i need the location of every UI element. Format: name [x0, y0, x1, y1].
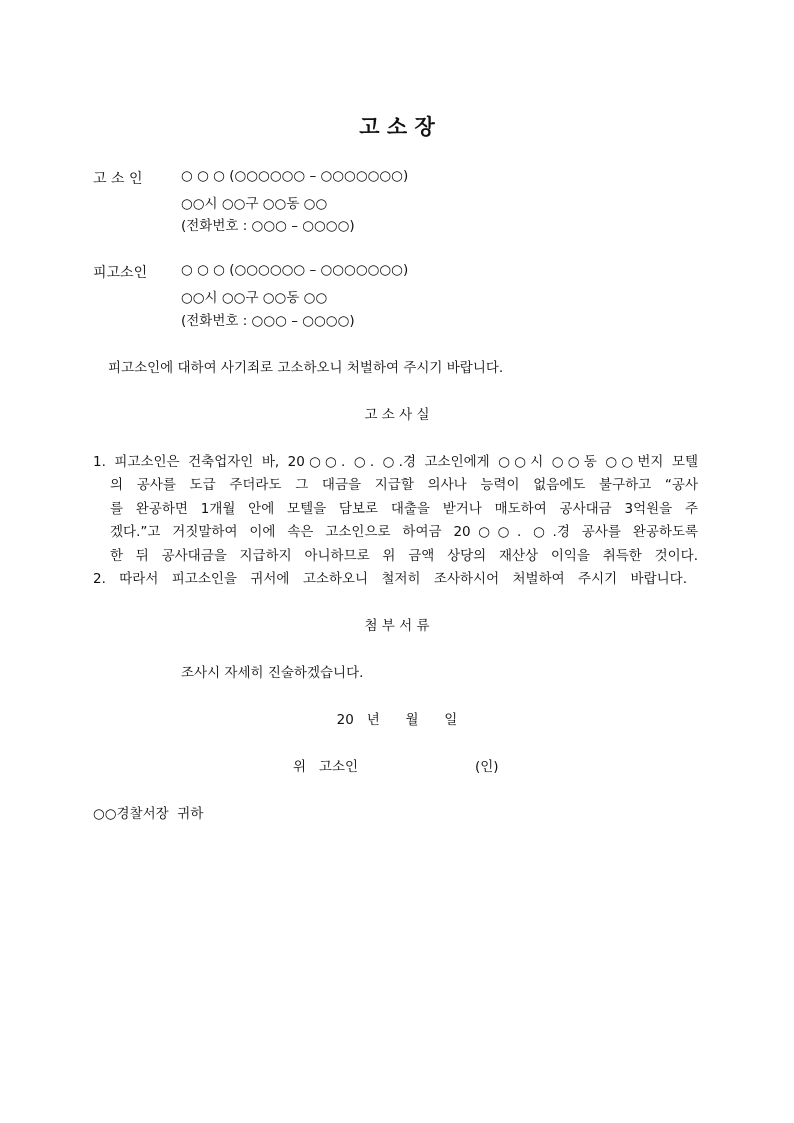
- accused-label: 피고소인: [93, 265, 148, 281]
- complaint-intro: 피고소인에 대하여 사기죄로 고소하오니 처벌하여 주시기 바랍니다.: [108, 360, 504, 376]
- signer-label: 위 고소인: [293, 759, 359, 775]
- fact-line-4: 겠다.”고 거짓말하여 이에 속은 고소인으로 하여금 20○○. ○.경 공사를 완공하도록: [110, 524, 698, 540]
- accused-address-line: ○○시 ○○구 ○○동 ○○: [181, 290, 328, 306]
- attachments-heading: 첨 부 서 류: [364, 618, 430, 634]
- fact-line-1: 1. 피고소인은 건축업자인 바, 20○○. ○. ○.경 고소인에게 ○○시 ○○동 ○○번지 모텔: [93, 454, 698, 470]
- date-line: 20 년 월 일: [336, 712, 458, 728]
- complainant-phone-line: (전화번호 : ○○○ – ○○○○): [181, 218, 355, 234]
- complainant-label: 고 소 인: [93, 171, 143, 187]
- complainant-name-line: ○ ○ ○ (○○○○○○ – ○○○○○○○): [181, 168, 409, 184]
- accused-name-line: ○ ○ ○ (○○○○○○ – ○○○○○○○): [181, 262, 409, 278]
- complainant-address-line: ○○시 ○○구 ○○동 ○○: [181, 196, 328, 212]
- facts-heading: 고 소 사 실: [364, 407, 430, 423]
- attachments-text: 조사시 자세히 진술하겠습니다.: [181, 665, 364, 681]
- document-title: 고 소 장: [359, 115, 435, 139]
- fact-line-3: 를 완공하면 1개월 안에 모텔을 담보로 대출을 받거나 매도하여 공사대금 3억원을 주: [110, 501, 698, 517]
- seal-mark: (인): [475, 759, 499, 775]
- fact-line-2: 의 공사를 도급 주더라도 그 대금을 지급할 의사나 능력이 없음에도 불구하고 “공사: [110, 477, 698, 493]
- fact-line-6: 2. 따라서 피고소인을 귀서에 고소하오니 철저히 조사하시어 처벌하여 주시기 바랍니다.: [93, 571, 687, 587]
- accused-phone-line: (전화번호 : ○○○ – ○○○○): [181, 313, 355, 329]
- addressee: ○○경찰서장 귀하: [93, 806, 204, 822]
- fact-line-5: 한 뒤 공사대금을 지급하지 아니하므로 위 금액 상당의 재산상 이익을 취득한 것이다.: [110, 548, 698, 564]
